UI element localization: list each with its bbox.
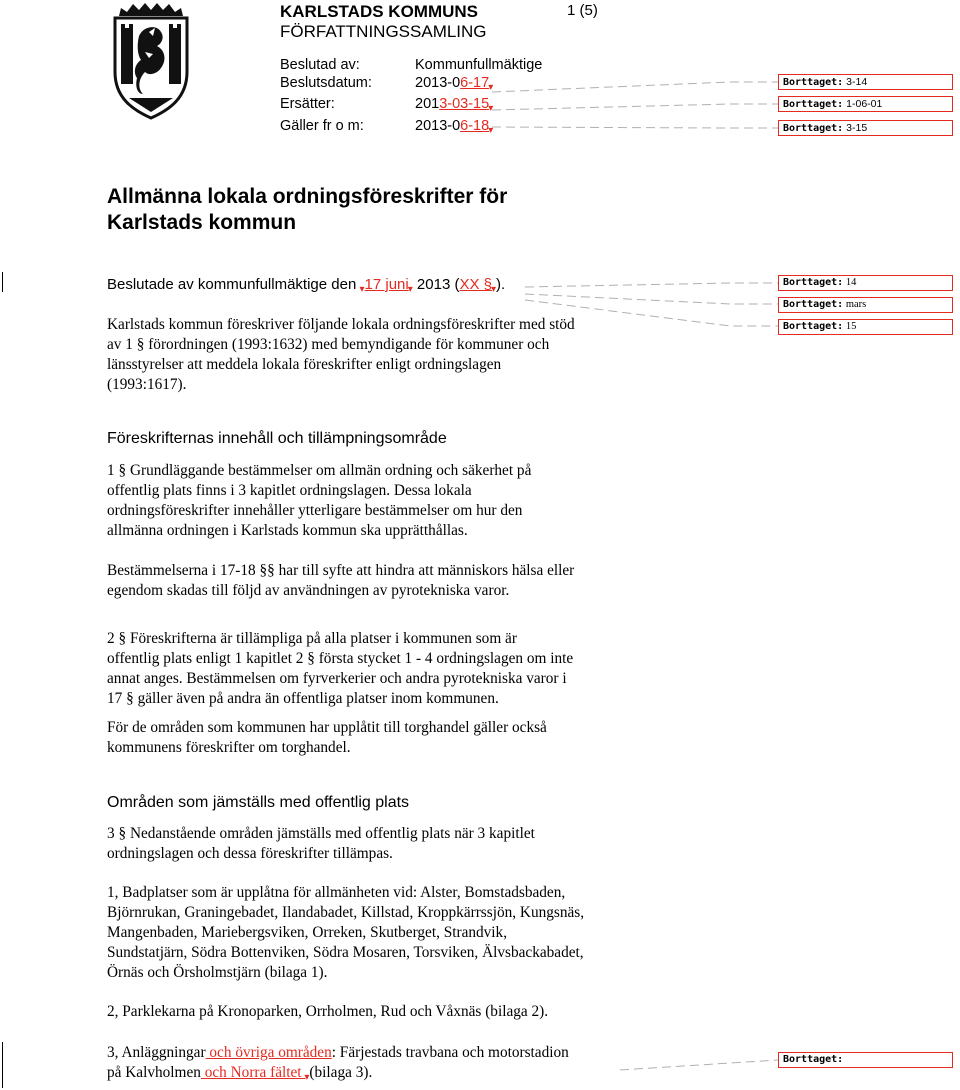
collection-title-line1: KARLSTADS KOMMUNS [280,2,479,21]
text-line: Bestämmelserna i 17-18 §§ har till syfte att hindra att människors hälsa eller [107,562,575,579]
change-bar [2,1042,3,1088]
text-line: 1 § Grundläggande bestämmelser om allmän ordning och säkerhet på [107,462,532,479]
text-line: 2, Parklekarna på Kronoparken, Orrholmen, Rud och Våxnäs (bilaga 2). [107,1003,549,1020]
meta-label: Gäller fr o m: [280,117,364,134]
text-line: av 1 § förordningen (1993:1632) med bemyndigande för kommuner och [107,336,550,353]
revision-text: 3-14 [846,76,868,88]
insertion-marker-icon: ▾ [304,1072,310,1083]
meta-value: Kommunfullmäktige [415,57,543,73]
meta-value: 2013-0 [415,117,461,134]
decided-line [107,276,505,295]
decided-text: Beslutade av kommunfullmäktige den [107,276,361,293]
revision-balloon[interactable] [778,275,953,291]
revision-balloon[interactable] [778,1052,953,1068]
revision-balloon[interactable] [778,297,953,313]
revision-text: mars [845,299,867,310]
list-text: 3, Anläggningar [107,1044,206,1061]
section-heading: Föreskrifternas innehåll och tillämpningsområde [107,430,447,447]
revision-label: Borttaget: [783,77,844,88]
text-line: Björnrukan, Graningebadet, Ilandabadet, Killstad, Kroppkärrssjön, Kungsnäs, [107,904,585,921]
text-line: länsstyrelser att meddela lokala föreskrifter enligt ordningslagen [107,356,502,373]
list-item-3 [107,1043,667,1088]
text-line [107,1043,667,1063]
paragraph-3 [107,824,667,864]
text-line: Sundstatjärn, Södra Bottenviken, Södra Mosaren, Torsviken, Älvsbackabadet, [107,944,584,961]
meta-label: Ersätter: [280,96,335,112]
change-bar [2,272,3,292]
text-line: offentlig plats enligt 1 kapitlet 2 § första stycket 1 - 4 ordningslagen om inte [107,650,574,667]
paragraph-2 [107,629,667,709]
insertion-marker-icon: ▾ [488,124,494,136]
revision-label: Borttaget: [783,277,844,288]
revision-label: Borttaget: [783,1054,844,1065]
revision-text: 3-15 [846,122,868,134]
revision-text: 14 [845,277,857,288]
revision-text: 15 [845,321,857,332]
meta-value-inserted: 6-18 [460,117,490,134]
inserted-text: och övriga områden [205,1044,332,1061]
section-heading: Områden som jämställs med offentlig plats [107,794,410,811]
decided-inserted-date: 17 juni [364,276,409,293]
text-line: 1, Badplatser som är upplåtna för allmänheten vid: Alster, Bomstadsbaden, [107,884,566,901]
page-number: 1 (5) [567,2,598,19]
insertion-marker-icon: ▾ [407,284,413,295]
decided-text: 2013 ( [412,276,460,293]
text-line: För de områden som kommunen har upplåtit till torghandel gäller också [107,719,547,736]
text-line: 17 § gäller även på andra än offentliga platser inom kommunen. [107,690,499,707]
document-title-line2: Karlstads kommun [107,211,297,234]
text-line: offentlig plats finns i 3 kapitlet ordningslagen. Dessa lokala [107,482,472,499]
intro-paragraph [107,315,667,395]
meta-value: 201 [415,96,440,112]
revision-label: Borttaget: [783,99,844,110]
text-line: ordningsföreskrifter innehåller ytterligare bestämmelser om hur den [107,502,523,519]
revision-balloon[interactable] [778,120,953,136]
revision-label: Borttaget: [783,299,844,310]
insertion-marker-icon: ▾ [488,103,494,114]
revision-balloon[interactable] [778,74,953,90]
revision-text: 1-06-01 [846,98,883,110]
revision-balloon[interactable] [778,319,953,335]
paragraph-1b [107,561,667,601]
text-line: kommunens föreskrifter om torghandel. [107,739,351,756]
text-line: Örnäs och Örsholmstjärn (bilaga 1). [107,964,328,981]
document-title [107,184,507,236]
list-text: : Färjestads travbana och motorstadion [331,1044,569,1061]
list-item-1 [107,883,667,983]
insertion-marker-icon: ▾ [488,81,494,93]
text-line: allmänna ordningen i Karlstads kommun ska upprätthållas. [107,522,468,539]
text-line [107,1063,667,1088]
insertion-marker-icon: ▾ [359,284,365,295]
list-item-2 [107,1002,667,1022]
text-line: 2 § Föreskrifterna är tillämpliga på alla platser i kommunen som är [107,630,517,647]
paragraph-2b [107,718,667,758]
revision-balloon[interactable] [778,96,953,112]
meta-label: Beslutsdatum: [280,74,372,91]
meta-value-inserted: 6-17 [460,74,490,91]
meta-value-inserted: 3-03-15 [439,96,490,112]
text-line: Mangenbaden, Mariebergsviken, Orreken, Skutberget, Strandvik, [107,924,508,941]
document-title-line1: Allmänna lokala ordningsföreskrifter för [107,185,508,208]
decided-inserted-paragraph: XX § [459,276,492,293]
revision-label: Borttaget: [783,321,844,332]
collection-title-line2: FÖRFATTNINGSSAMLING [280,22,487,41]
meta-label: Beslutad av: [280,57,360,73]
inserted-text: och Norra fältet [200,1064,306,1081]
text-line: 3 § Nedanstående områden jämställs med offentlig plats när 3 kapitlet [107,825,535,842]
meta-value: 2013-0 [415,74,461,91]
insertion-marker-icon: ▾ [490,284,497,295]
text-line: Karlstads kommun föreskriver följande lokala ordningsföreskrifter med stöd [107,316,575,333]
decided-text: ). [496,276,506,293]
list-text: (bilaga 3). [309,1064,373,1081]
text-line: annat anges. Bestämmelsen om fyrverkerier och andra pyrotekniska varor i [107,670,567,687]
revision-label: Borttaget: [783,123,844,134]
text-line: ordningslagen och dessa föreskrifter tillämpas. [107,845,393,862]
list-text: på Kalvholmen [107,1064,201,1081]
paragraph-1 [107,461,667,541]
text-line: (1993:1617). [107,376,187,393]
text-line: egendom skadas till följd av användningen av pyrotekniska varor. [107,582,510,599]
